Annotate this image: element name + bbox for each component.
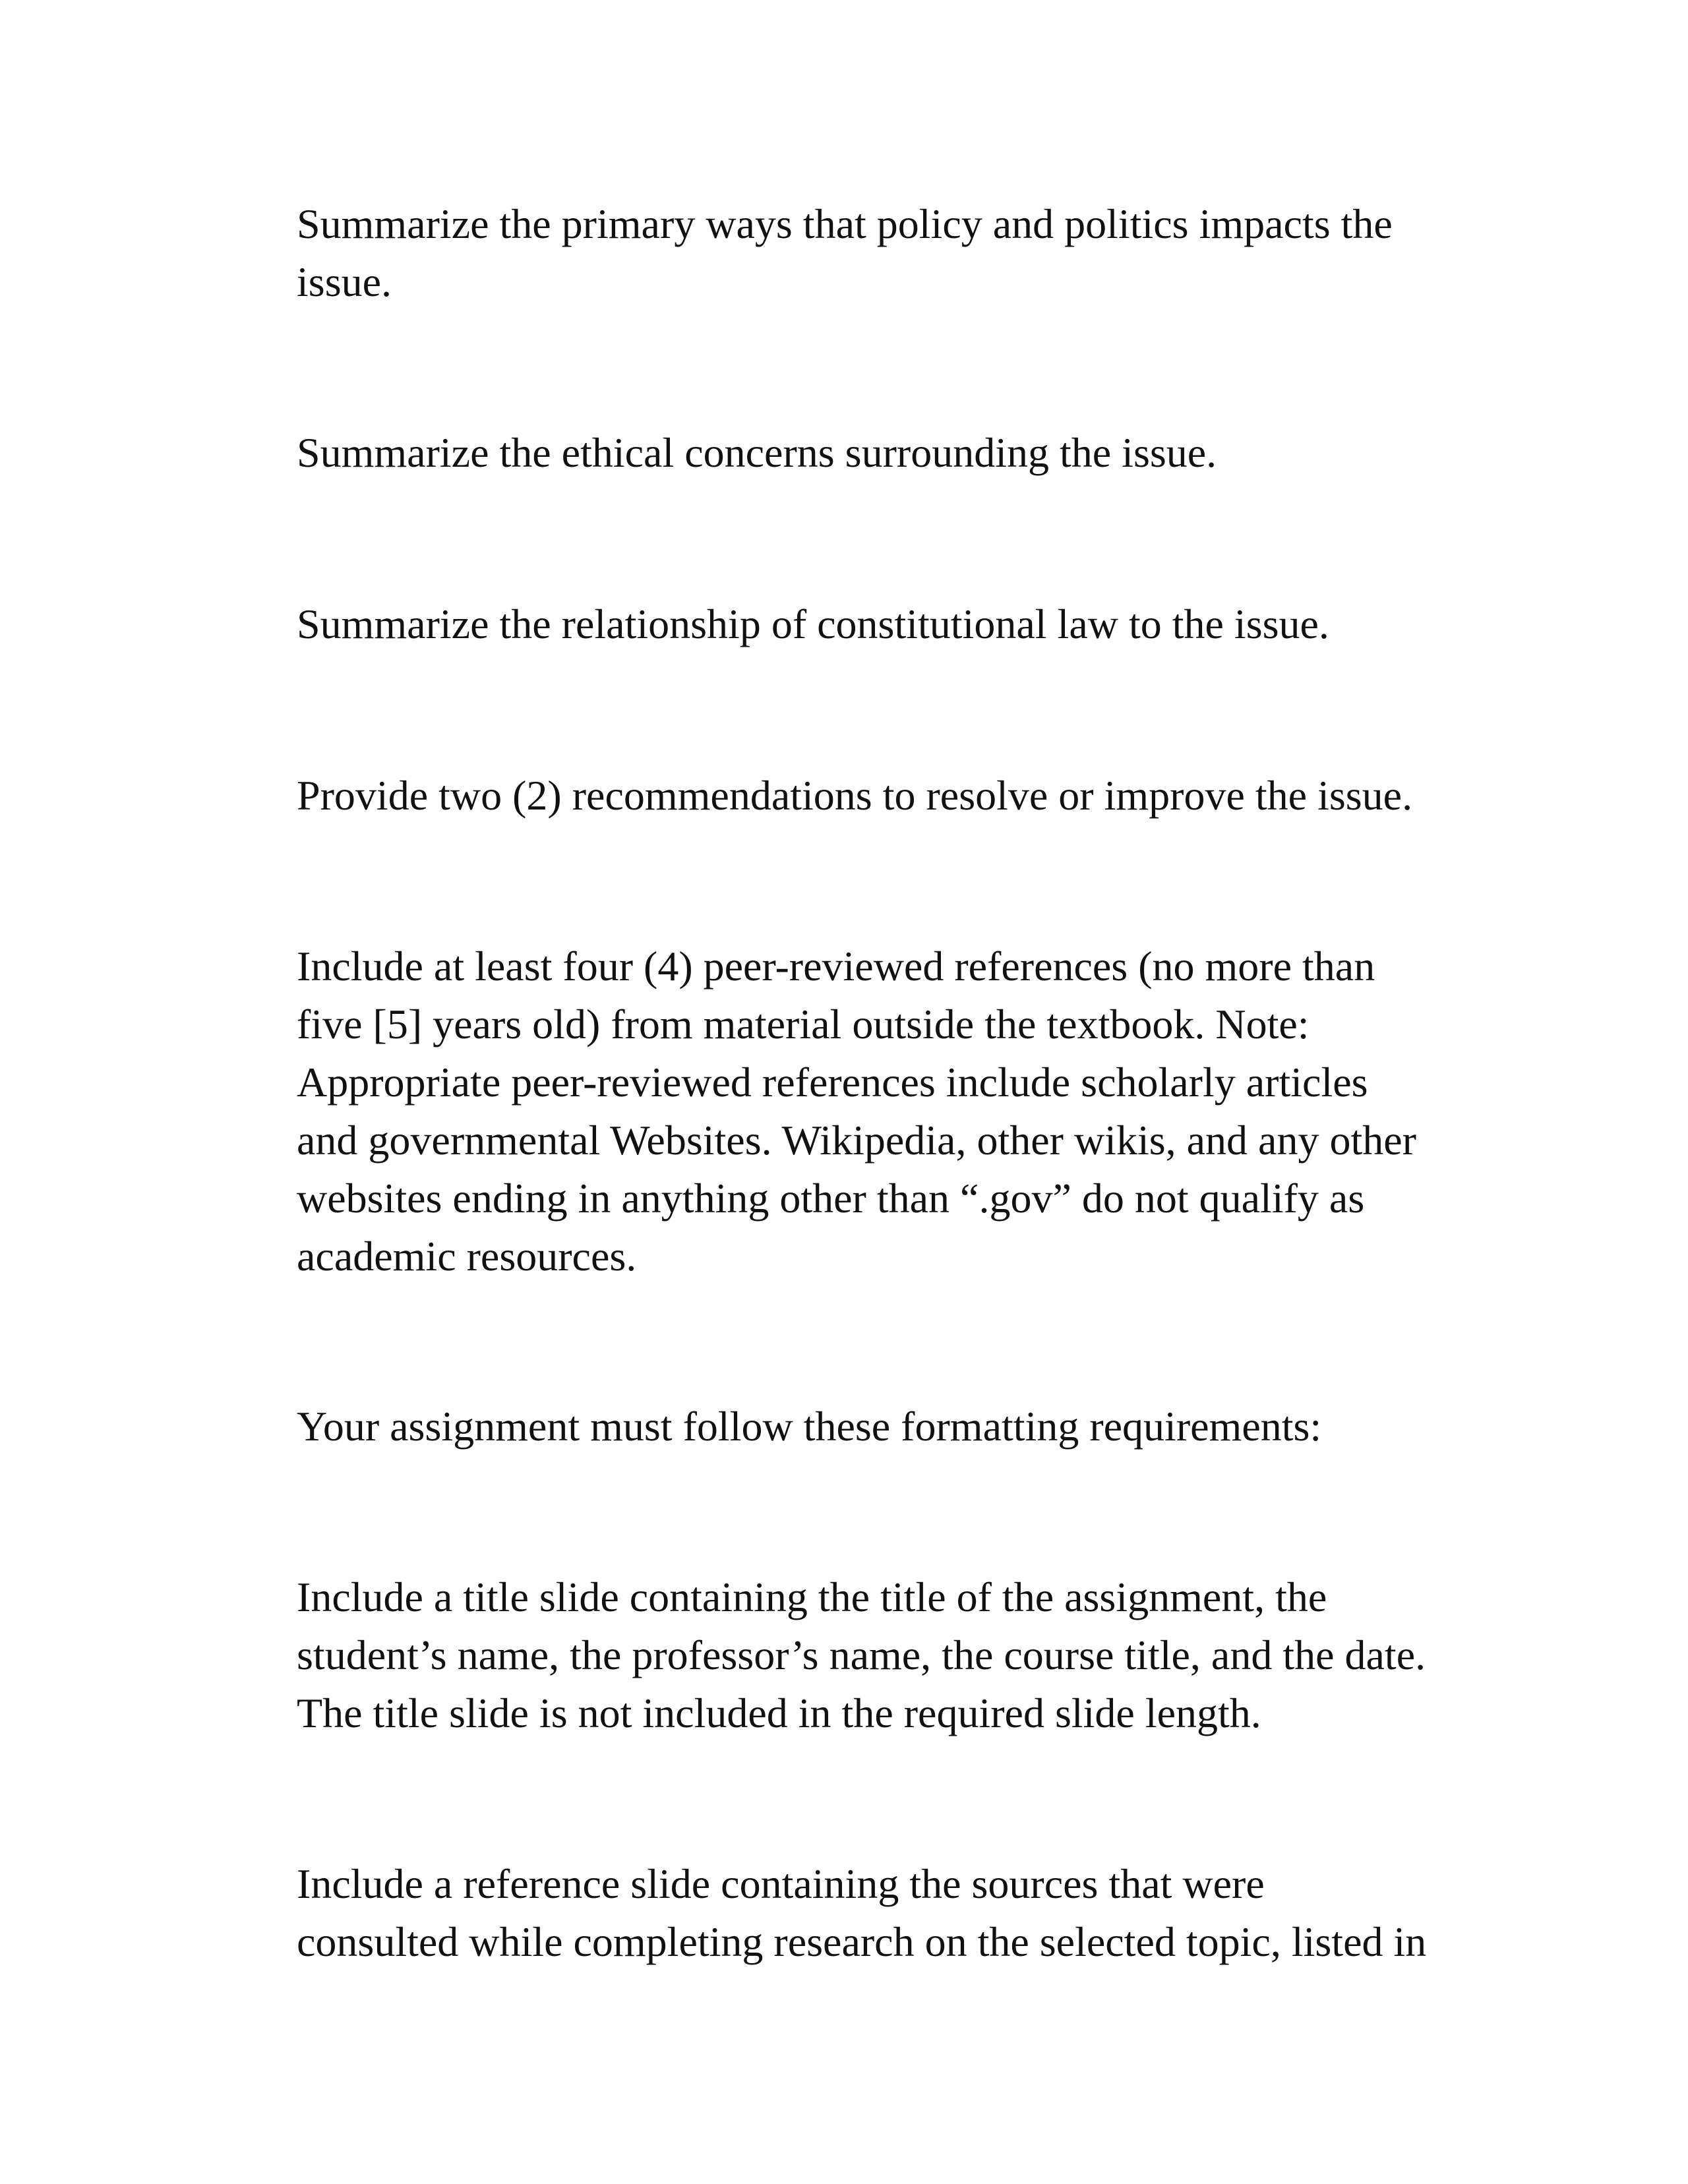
text-line: five [5] years old) from material outside the textbook. Note:: [297, 1001, 1310, 1048]
text-line: Your assignment must follow these formatting requirements:: [297, 1403, 1322, 1450]
text-line: and governmental Websites. Wikipedia, other wikis, and any other: [297, 1117, 1416, 1164]
paragraph-policy-politics: [297, 195, 1497, 311]
text-line: Summarize the primary ways that policy and politics impacts the: [297, 200, 1393, 247]
paragraph-references-requirement: [297, 937, 1497, 1285]
text-line: The title slide is not included in the required slide length.: [297, 1690, 1261, 1736]
paragraph-title-slide: [297, 1568, 1497, 1742]
paragraph-constitutional-law: [297, 595, 1497, 653]
text-line: Summarize the relationship of constitutional law to the issue.: [297, 601, 1329, 647]
text-line: websites ending in anything other than “.gov” do not qualify as: [297, 1175, 1365, 1222]
paragraph-ethical-concerns: [297, 424, 1497, 482]
text-line: issue.: [297, 258, 392, 305]
text-line: Include a reference slide containing the sources that were: [297, 1860, 1265, 1907]
text-line: Provide two (2) recommendations to resolve or improve the issue.: [297, 772, 1413, 819]
text-line: consulted while completing research on the selected topic, listed in: [297, 1918, 1427, 1965]
text-line: academic resources.: [297, 1233, 637, 1280]
text-line: student’s name, the professor’s name, the course title, and the date.: [297, 1632, 1426, 1678]
text-line: Include a title slide containing the title of the assignment, the: [297, 1574, 1327, 1620]
text-line: Appropriate peer-reviewed references include scholarly articles: [297, 1059, 1368, 1106]
paragraph-recommendations: [297, 767, 1497, 825]
paragraph-reference-slide: [297, 1855, 1497, 1971]
text-line: Summarize the ethical concerns surrounding the issue.: [297, 429, 1217, 476]
text-line: Include at least four (4) peer-reviewed references (no more than: [297, 943, 1375, 989]
paragraph-formatting-intro: [297, 1398, 1497, 1456]
